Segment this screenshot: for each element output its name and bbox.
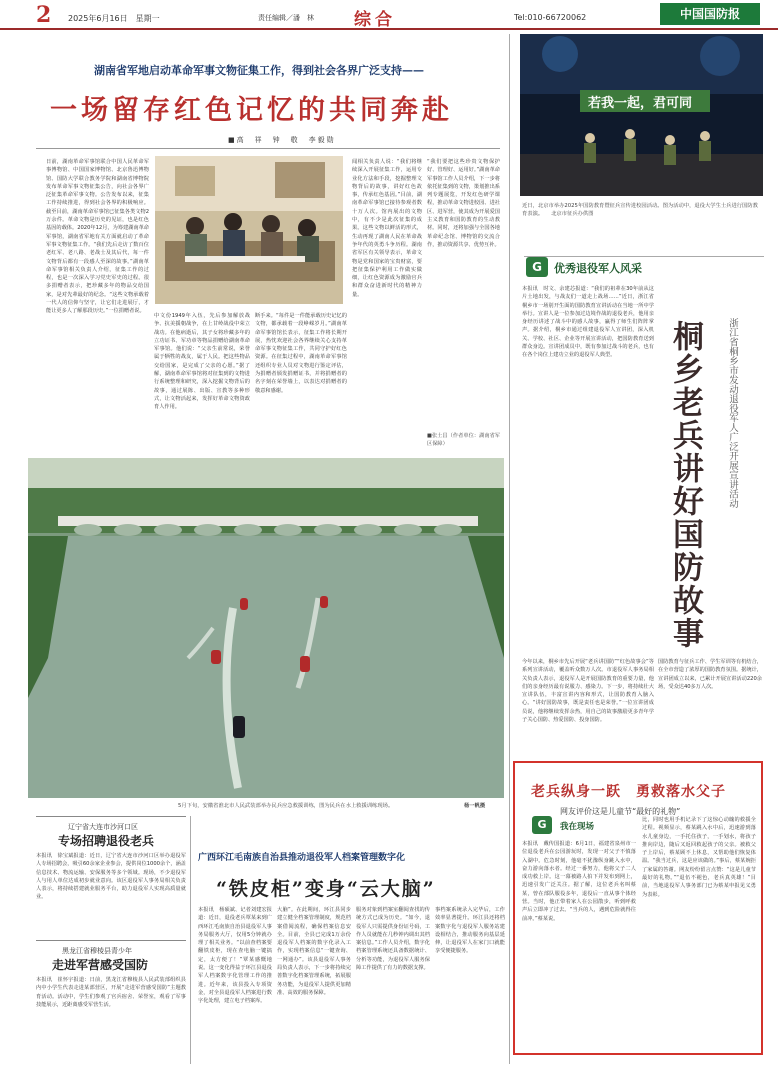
section-name: 综合 <box>354 10 396 30</box>
workshop-photo <box>155 156 343 304</box>
story1-kicker: 辽宁省大连市沙河口区 <box>68 823 138 831</box>
feature-vertical-subtitle: 浙江省桐乡市发动退役军人广泛开展宣讲活动 <box>727 318 738 508</box>
story2-body: 本报讯 崔怀宇报道：日前，黑龙江省穆棱县人民武装部组织县内中小学生代表走进某部营区，开展“走进军营感受国防”主题教育活动。活动中，学生们参观了官兵宿舍、荣誉室，观看了军事技能展示，近距离感受军营生活。 <box>36 977 186 1008</box>
archive-story-column-4: 事档案系统录入完毕后，工作效率显著提升。环江县还将档案数字化与退役军人服务站建设相结合，推动服务向基层延伸，让退役军人在家门口就能享受便捷服务。 <box>435 907 505 955</box>
archive-story-title: “铁皮柜”变身“云大脑” <box>216 878 436 900</box>
hero-story-column-1: 本报讯 戴传国报道：6月1日，福建省泉州市一位退役老兵在公园游玩时，发现一对父子不慎落入湖中。危急时刻，他毫不犹豫纵身跳入水中，奋力游向落水者。经过一番努力，他将父子二人成功救上岸。这一幕被路人拍下并发布到网上，迅速引发广泛关注。据了解，这位老兵名叫蔡某，曾在部队服役多年，退役后一直从事个体经营。当时，他正带着家人在公园散步，听到呼救声后立即冲了过去。“当兵的人，遇到危险就得往前冲。”蔡某说。 <box>522 841 636 922</box>
page-number: 2 <box>36 2 52 28</box>
main-story-byline: ■高 祥 钟 敬 李毅勋 <box>228 136 336 144</box>
story2-kicker: 黑龙江省穆棱县青少年 <box>62 947 132 955</box>
archive-story-kicker: 广西环江毛南族自治县推动退役军人档案管理数字化 <box>198 853 406 863</box>
divider <box>36 940 186 941</box>
column-divider <box>509 34 510 1064</box>
main-story-column-4: 闻相关负责人说：“我们将继续深入开展征集工作，运用专业化方法和手段，挖掘整理文物背后的故事，讲好红色故事，传承红色基因。”目前，湖南革命军事馆已接待参观者数十万人次。馆内展出的文物中，有不少是此次征集的成果。这些文物以鲜活的形式，生动再现了湖南人民在革命战争年代的英勇斗争历程。湖南省军区有关领导表示，革命文物是党和国家的宝贵财富，要把征集保护利用工作做实做细，让红色资源成为激励官兵和群众奋进新时代的精神力量。 <box>352 159 422 298</box>
bridge-photo-credit: 杨一帆摄 <box>464 803 486 809</box>
stage-banner-text: 若我一起，君可同 <box>588 96 693 111</box>
story1-body: 本报讯 徐宝斌报道：近日，辽宁省大连市沙河口区举办退役军人专场招聘会，吸引60余家企业参会，提供岗位1000余个，涵盖信息技术、物流运输、安保服务等多个领域。现场，不少退役军人与用人单位达成初步就业意向。该区退役军人事务局相关负责人表示，将持续搭建就业服务平台，助力退役军人实现高质量就业。 <box>36 853 186 901</box>
stage-performance-illustration <box>520 34 763 196</box>
feature-body-2: 今年以来，桐乡市先后开展“老兵讲国防”“红色故事会”等系列宣讲活动，覆盖听众数万人次。市退役军人事务局相关负责人表示，退役军人是开展国防教育的重要力量，他们的亲身经历最有说服力、感染力。下一步，将持续壮大宣讲队伍，丰富宣讲内容和形式，让国防教育入脑入心。“讲好国防故事，既是责任也是荣誉。”一位宣讲团成员说，他将继续发挥余热，用自己的故事激励更多青年学子关心国防、热爱国防、投身国防。 <box>522 659 654 724</box>
feature-body-3: 国防教育与征兵工作、学生军训等有机结合，在全市营造了浓厚的国防教育氛围。据统计，宣讲团成立以来，已累计开展宣讲活动220余场，受众达40多万人次。 <box>658 659 762 690</box>
main-story-column-2: 中文份1949年入伍，先后参加解放战争、抗美援朝战争，在上甘岭战役中荣立战功。在他病逝后，其子女将珍藏多年的立功证书、军功章等物品捐赠给湖南革命军事馆。他们说：“父亲生前常说，荣誉属于牺牲的战友，属于人民。把这些物品交给国家，是完成了父亲的心愿。”据了解，湖南革命军事馆将对征集到的文物进行系统整理和研究，深入挖掘文物背后的故事，通过展陈、出版、宣教等多种形式，让文物活起来，发挥好革命文物资政育人作用。 <box>154 313 250 411</box>
hero-story-tag: 我在现场 <box>560 822 595 832</box>
main-story-title: 一场留存红色记忆的共同奔赴 <box>50 95 453 126</box>
main-story-column-1: 日前，湖南革命军事馆联合中国人民革命军事博物馆、中国国家博物馆、北京鲁迅博物馆、国防大学联合教务学院和湖南省博物院发布革命军事文物征集公告，向社会各界广泛征集革命军事文物。公告发布以来，征集工作持续推进，得到社会各界的积极响应。截至目前，湖南革命军事馆已征集各类文物2万余件。革命文物是历史的见证，也是红色基因的载体。2020年12月，为筹建湖南革命军事馆，湖南省军地有关方面就启动了革命军事文物征集工作。“我们先后走访了数百位老红军、老八路、老战士及其后代，每一件文物背后都有一段感人至深的故事。”湖南革命军事馆相关负责人介绍，征集工作的过程，也是一次深入学习党史军史的过程。很多捐赠者表示，把珍藏多年的物品交给国家，是对先辈最好的纪念。“这些文物承载着一代人的信仰与坚守，让它们走进展厅，才能让更多人了解那段历史。”一位捐赠者说。 <box>46 159 149 315</box>
main-story-column-3: 断手来。“每件是一件能承载历史记忆的文物，都承载着一段峥嵘岁月。”湖南革命军事馆馆长表示，征集工作将长期开展，热忱欢迎社会各界继续关心支持革命军事文物征集工作，共同守护好红色资源。在征集过程中，湖南革命军事馆还组织专业人员对文物进行鉴定评估，为捐赠者颁发捐赠证书，并将捐赠者的名字刻在荣誉墙上，以表达对捐赠者的敬意和感谢。 <box>255 313 347 394</box>
feature-badge-icon: G <box>526 257 548 277</box>
divider <box>36 148 500 149</box>
stage-performance-photo <box>520 34 763 196</box>
archive-story-column-1: 本报讯 杨硕斌、记者刘建宏报道：近日，退役老兵覃某来到广西环江毛南族自治县退役军人事务局服务大厅，仅用5分钟就办理了相关业务。“以前查档案要翻铁皮柜，现在查电脑一键搞定，太方便了！”覃某感慨地说。这一变化得益于环江县退役军人档案数字化管理工作的推进。近年来，该县投入专项资金，对全县退役军人档案进行数字化处理，建立电子档案库。 <box>198 907 272 1005</box>
feature-body-1: 本报讯 时文、余建芯报道：“我们的祖辈在30年前从这片土地出发，与战友们一道走上战场……”近日，浙江省桐乡市一场别开生面的国防教育宣讲活动在当地一所中学举行。宣讲人是一位参加过边境作战的退役老兵，他用亲身经历讲述了战斗中的感人故事，赢得了师生们阵阵掌声。据介绍，桐乡市通过组建退役军人宣讲团，深入机关、学校、社区、企业等开展宣讲活动，把国防教育送到群众身边。宣讲团成员中，既有参加过战斗的老兵，也有在各个岗位上建功立业的退役军人典型。 <box>522 286 654 359</box>
archive-story-column-3: 服务对象到档案室翻阅查找的传统方式已成为历史。“如今，退役军人只需提供身份证号码，工作人员就能在几秒钟内调出其档案信息。”工作人员介绍，数字化档案管理系统还具备数据统计、分析等功能，为退役军人服务保障工作提供了有力的数据支撑。 <box>356 907 430 972</box>
bridge-photo-caption: 5月下旬，安徽省淮北市人民武装部举办民兵应急救援训练，图为民兵在水上救援训练现场。 <box>178 803 394 809</box>
column-divider <box>190 816 191 1064</box>
story1-title: 专场招聘退役老兵 <box>58 834 155 848</box>
bridge-river-photo <box>28 458 504 798</box>
editor-credit: 责任编辑／潘 林 <box>258 14 314 22</box>
issue-date: 2025年6月16日 星期一 <box>68 14 160 23</box>
bridge-boats-illustration <box>28 458 504 798</box>
main-story-column-5: “我们要把这些珍贵文物保护好、管理好、运用好。”湖南革命军事馆工作人员介绍，下一步将依托征集到的文物，策划推出系列专题展览，开发红色研学课程，推动革命文物进校园、进社区、进军营，使其成为开展爱国主义教育和国防教育的生动教材。同时，还将加强与全国各地革命纪念馆、博物馆的交流合作，推动资源共享、优势互补。 <box>427 159 500 248</box>
main-story-kicker: 湖南省军地启动革命军事文物征集工作，得到社会各界广泛支持—— <box>94 64 424 77</box>
story2-title: 走进军营感受国防 <box>52 958 149 972</box>
archive-story-column-2: 大脑”。在此期间，环江县同步建立健全档案管理制度，规范档案借阅流程，确保档案信息安全。目前，全县已完成1万余份退役军人档案的数字化录入工作，实现档案信息“一键查询、一网通办”。该县退役军人事务局负责人表示，下一步将持续完善数字化档案管理系统，拓展服务功能，为退役军人提供更加精准、高效的服务保障。 <box>277 907 351 996</box>
divider <box>36 816 186 817</box>
feature-tag: 优秀退役军人风采 <box>554 262 642 275</box>
hero-story-subtitle: 网友评价这是儿童节“最好的礼物” <box>560 807 681 816</box>
people-at-table-illustration <box>155 156 343 304</box>
on-site-badge-icon: G <box>532 816 552 834</box>
feature-vertical-title: 桐乡老兵讲好国防故事 <box>667 320 703 650</box>
main-story-footer: ■张土昌（作者单位：湖南省军区保障） <box>427 433 500 448</box>
newspaper-logo: 中国国防报 <box>660 3 760 25</box>
contact-tel: Tel:010-66720062 <box>514 13 587 22</box>
masthead <box>0 0 778 30</box>
hero-story-title: 老兵纵身一跃 勇救落水父子 <box>531 784 726 800</box>
hero-story-column-2: 比，同时也用手机记录下了这惊心动魄的救援全过程。视频显示，蔡某跳入水中后，迅速游到落水儿童身边，一手托住孩子，一手划水，将孩子推向岸边，随后又返回救起孩子的父亲。被救父子上岸后，蔡某顾不上休息，又帮助他们恢复体温。“我当过兵，这是应该做的。”事后，蔡某婉拒了家属的答谢。网友纷纷留言点赞：“这是儿童节最好的礼物。”“退伍不褪色，老兵真英雄！”目前，当地退役军人事务部门已为蔡某申报见义勇为表彰。 <box>642 817 756 898</box>
stage-photo-caption: 近日，北京市举办2025年国防教育暨征兵宣传进校园活动。图为活动中，退役大学生士兵进行国防教育表演。 北京市征兵办供图 <box>522 203 758 217</box>
